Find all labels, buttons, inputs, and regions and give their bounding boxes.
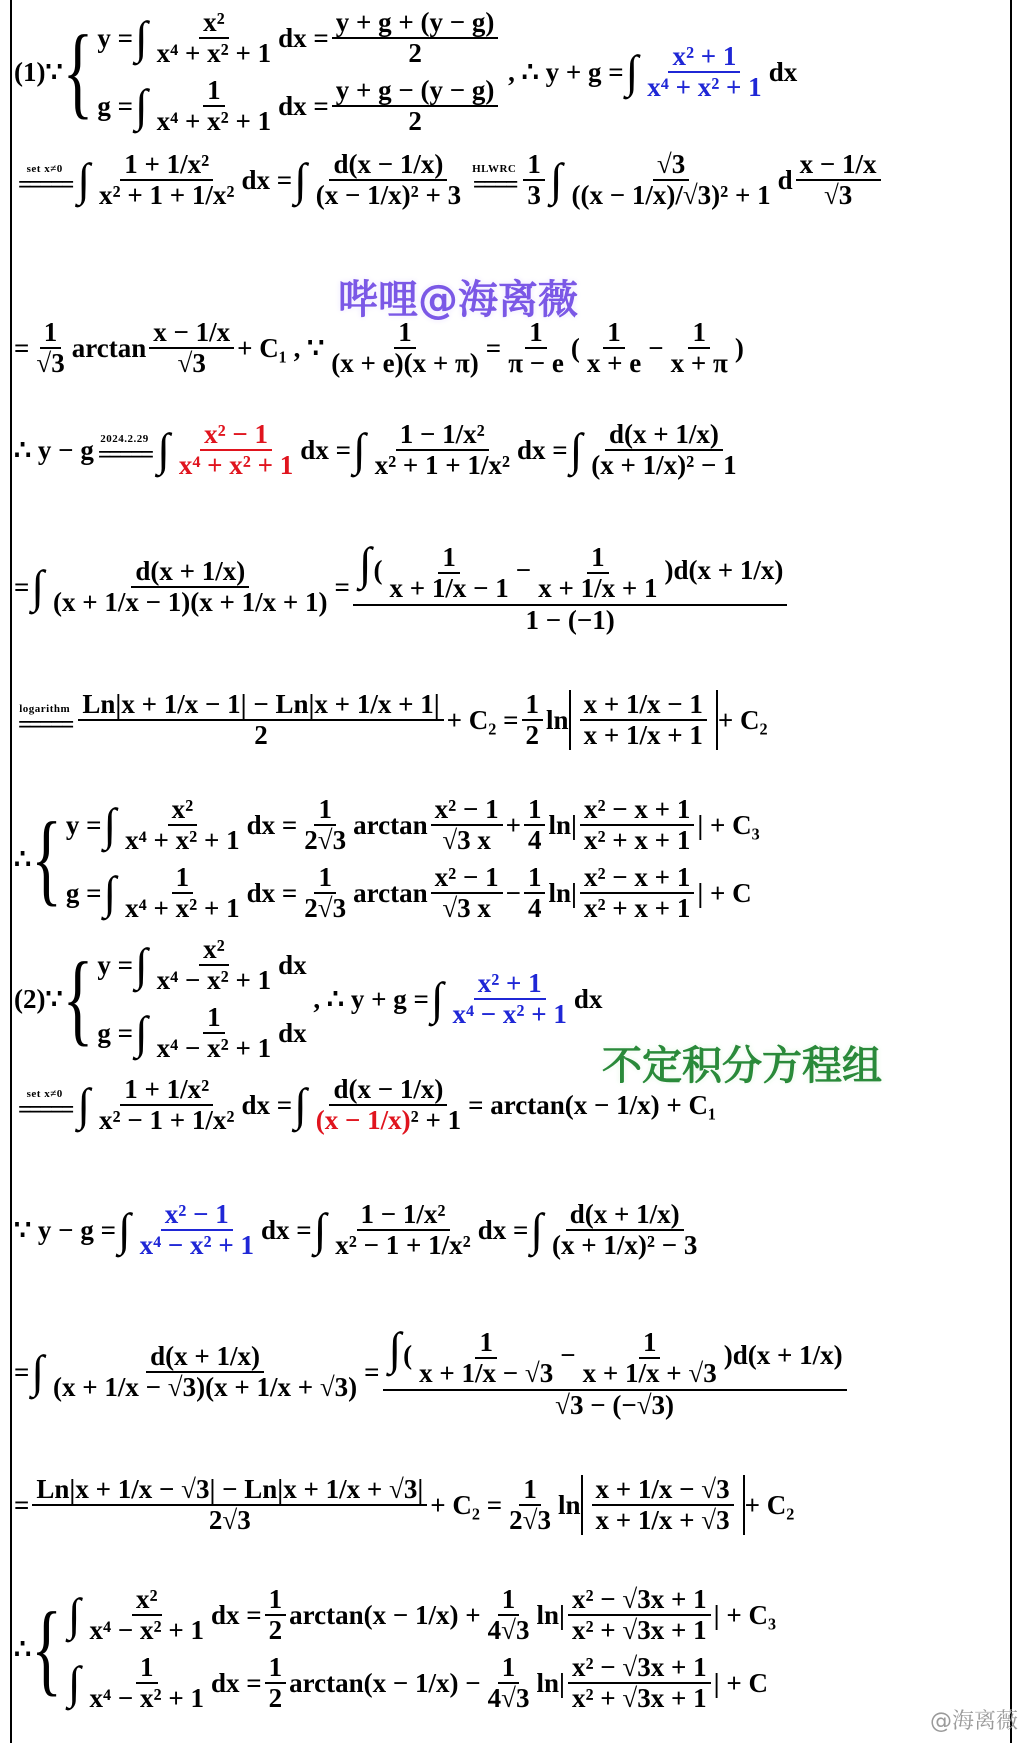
label-logarithm: logarithm [19, 703, 71, 715]
line-7: ∴ { y = ∫ x² x⁴ + x² + 1 dx = 1 2√3 arctan x² − 1 √3 x + 1 4 ln| x² − x + 1 x² + x + 1 | + C₃ g = ∫ 1 x⁴ + x² + 1 dx = 1 2√3 arctan x² − 1 √3 x − 1 4 ln| x² − x + 1 x² + x + 1 | + C [14, 794, 760, 923]
line-10: ∵ y − g = ∫ x² − 1 x⁴ − x² + 1 dx = ∫ 1 − 1/x² x² − 1 + 1/x² dx = ∫ d(x + 1/x) (x + 1/x)² − 3 [14, 1199, 698, 1260]
line-9: set x≠0 ===== ∫ 1 + 1/x² x² − 1 + 1/x² dx = ∫ d(x − 1/x) (x − 1/x)² + 1 = arctan(x − 1/x) + C₁ [18, 1074, 717, 1136]
line-6: logarithm ===== $\frac{Ln|x + 1/x - 1| - Ln|x + 1/x + 1|}{2}$ + C₂ = 1 2 ln $\frac{x + 1/x - 1}{x + 1/x + 1}$ + C₂ [18, 689, 768, 751]
watermark-title: 不定积分方程组 [602, 1043, 882, 1089]
line-13: ∴ { ∫ x² x⁴ − x² + 1 dx = 1 2 arctan(x − 1/x) + 1 4√3 ln| x² − √3x + 1 x² + √3x + 1 | + C₃ ∫ 1 x⁴ − x² + 1 dx = 1 2 arctan(x − 1/x) − 1 4√3 ln| x² − √3x + 1 x² + √3x + 1 | + C [14, 1584, 777, 1713]
line-8: (2)∵ { y = ∫ x² x⁴ − x² + 1 dx g = ∫ 1 x⁴ − x² + 1 dx , ∴ y + g = ∫ x² + 1 x⁴ − x² + 1 dx [14, 934, 603, 1063]
watermark-corner: @海离薇 [929, 1709, 1018, 1734]
label-date: 2024.2.29 [100, 432, 149, 445]
line-11: = ∫ d(x + 1/x) (x + 1/x − √3)(x + 1/x + √3) = ∫( $\frac{1}{x + 1/x - √3}$ − $\frac{1}{x + 1/x + √3}$ )d(x + 1/x) √3 − (−√3) [14, 1325, 850, 1420]
line-1: (1)∵ { y = ∫ x² x⁴ + x² + 1 dx = y + g + (y − g) 2 g = ∫ 1 x⁴ + x² + 1 dx = y + g − (y − g) 2 , ∴ y + g = ∫ x² + 1 x⁴ + x² + 1 dx [14, 7, 798, 136]
label-set-2: set x≠0 [26, 1088, 63, 1100]
line-12: = Ln|x + 1/x − √3| − Ln|x + 1/x + √3| 2√3 + C₂ = 1 2√3 ln $\frac{x + 1/x - √3}{x + 1/x + √3}$ + C₂ [14, 1474, 795, 1535]
label-set-1: set x≠0 [26, 163, 63, 175]
label-hlwrc: HLWRC [472, 163, 517, 175]
line-5: = ∫ d(x + 1/x) (x + 1/x − 1)(x + 1/x + 1) = ∫( $\frac{1}{x + 1/x - 1}$ − $\frac{1}{x + 1/x + 1}$ )d(x + 1/x) 1 − (−1) [14, 540, 790, 635]
line-2: set x≠0 ===== ∫ 1 + 1/x² x² + 1 + 1/x² dx = ∫ d(x − 1/x) (x − 1/x)² + 3 HLWRC ==== $\frac{1}{3}$ ∫ √3 ((x − 1/x)/√3)² + 1 d x − 1/x √3 [14, 150, 884, 210]
line-4: ∴ y − g 2024.2.29 ===== ∫ x² − 1 x⁴ + x² + 1 dx = ∫ 1 − 1/x² x² + 1 + 1/x² dx = ∫ d(x + 1/x) (x + 1/x)² − 1 [14, 419, 737, 480]
line-3: = 1 √3 arctan x − 1/x √3 + C₁ , ∵ 1 (x + e)(x + π) = 1 π − e ( 1 x + e − 1 x + π ) [14, 317, 744, 378]
watermark-bilibili: 哔哩@海离薇 [338, 277, 578, 323]
